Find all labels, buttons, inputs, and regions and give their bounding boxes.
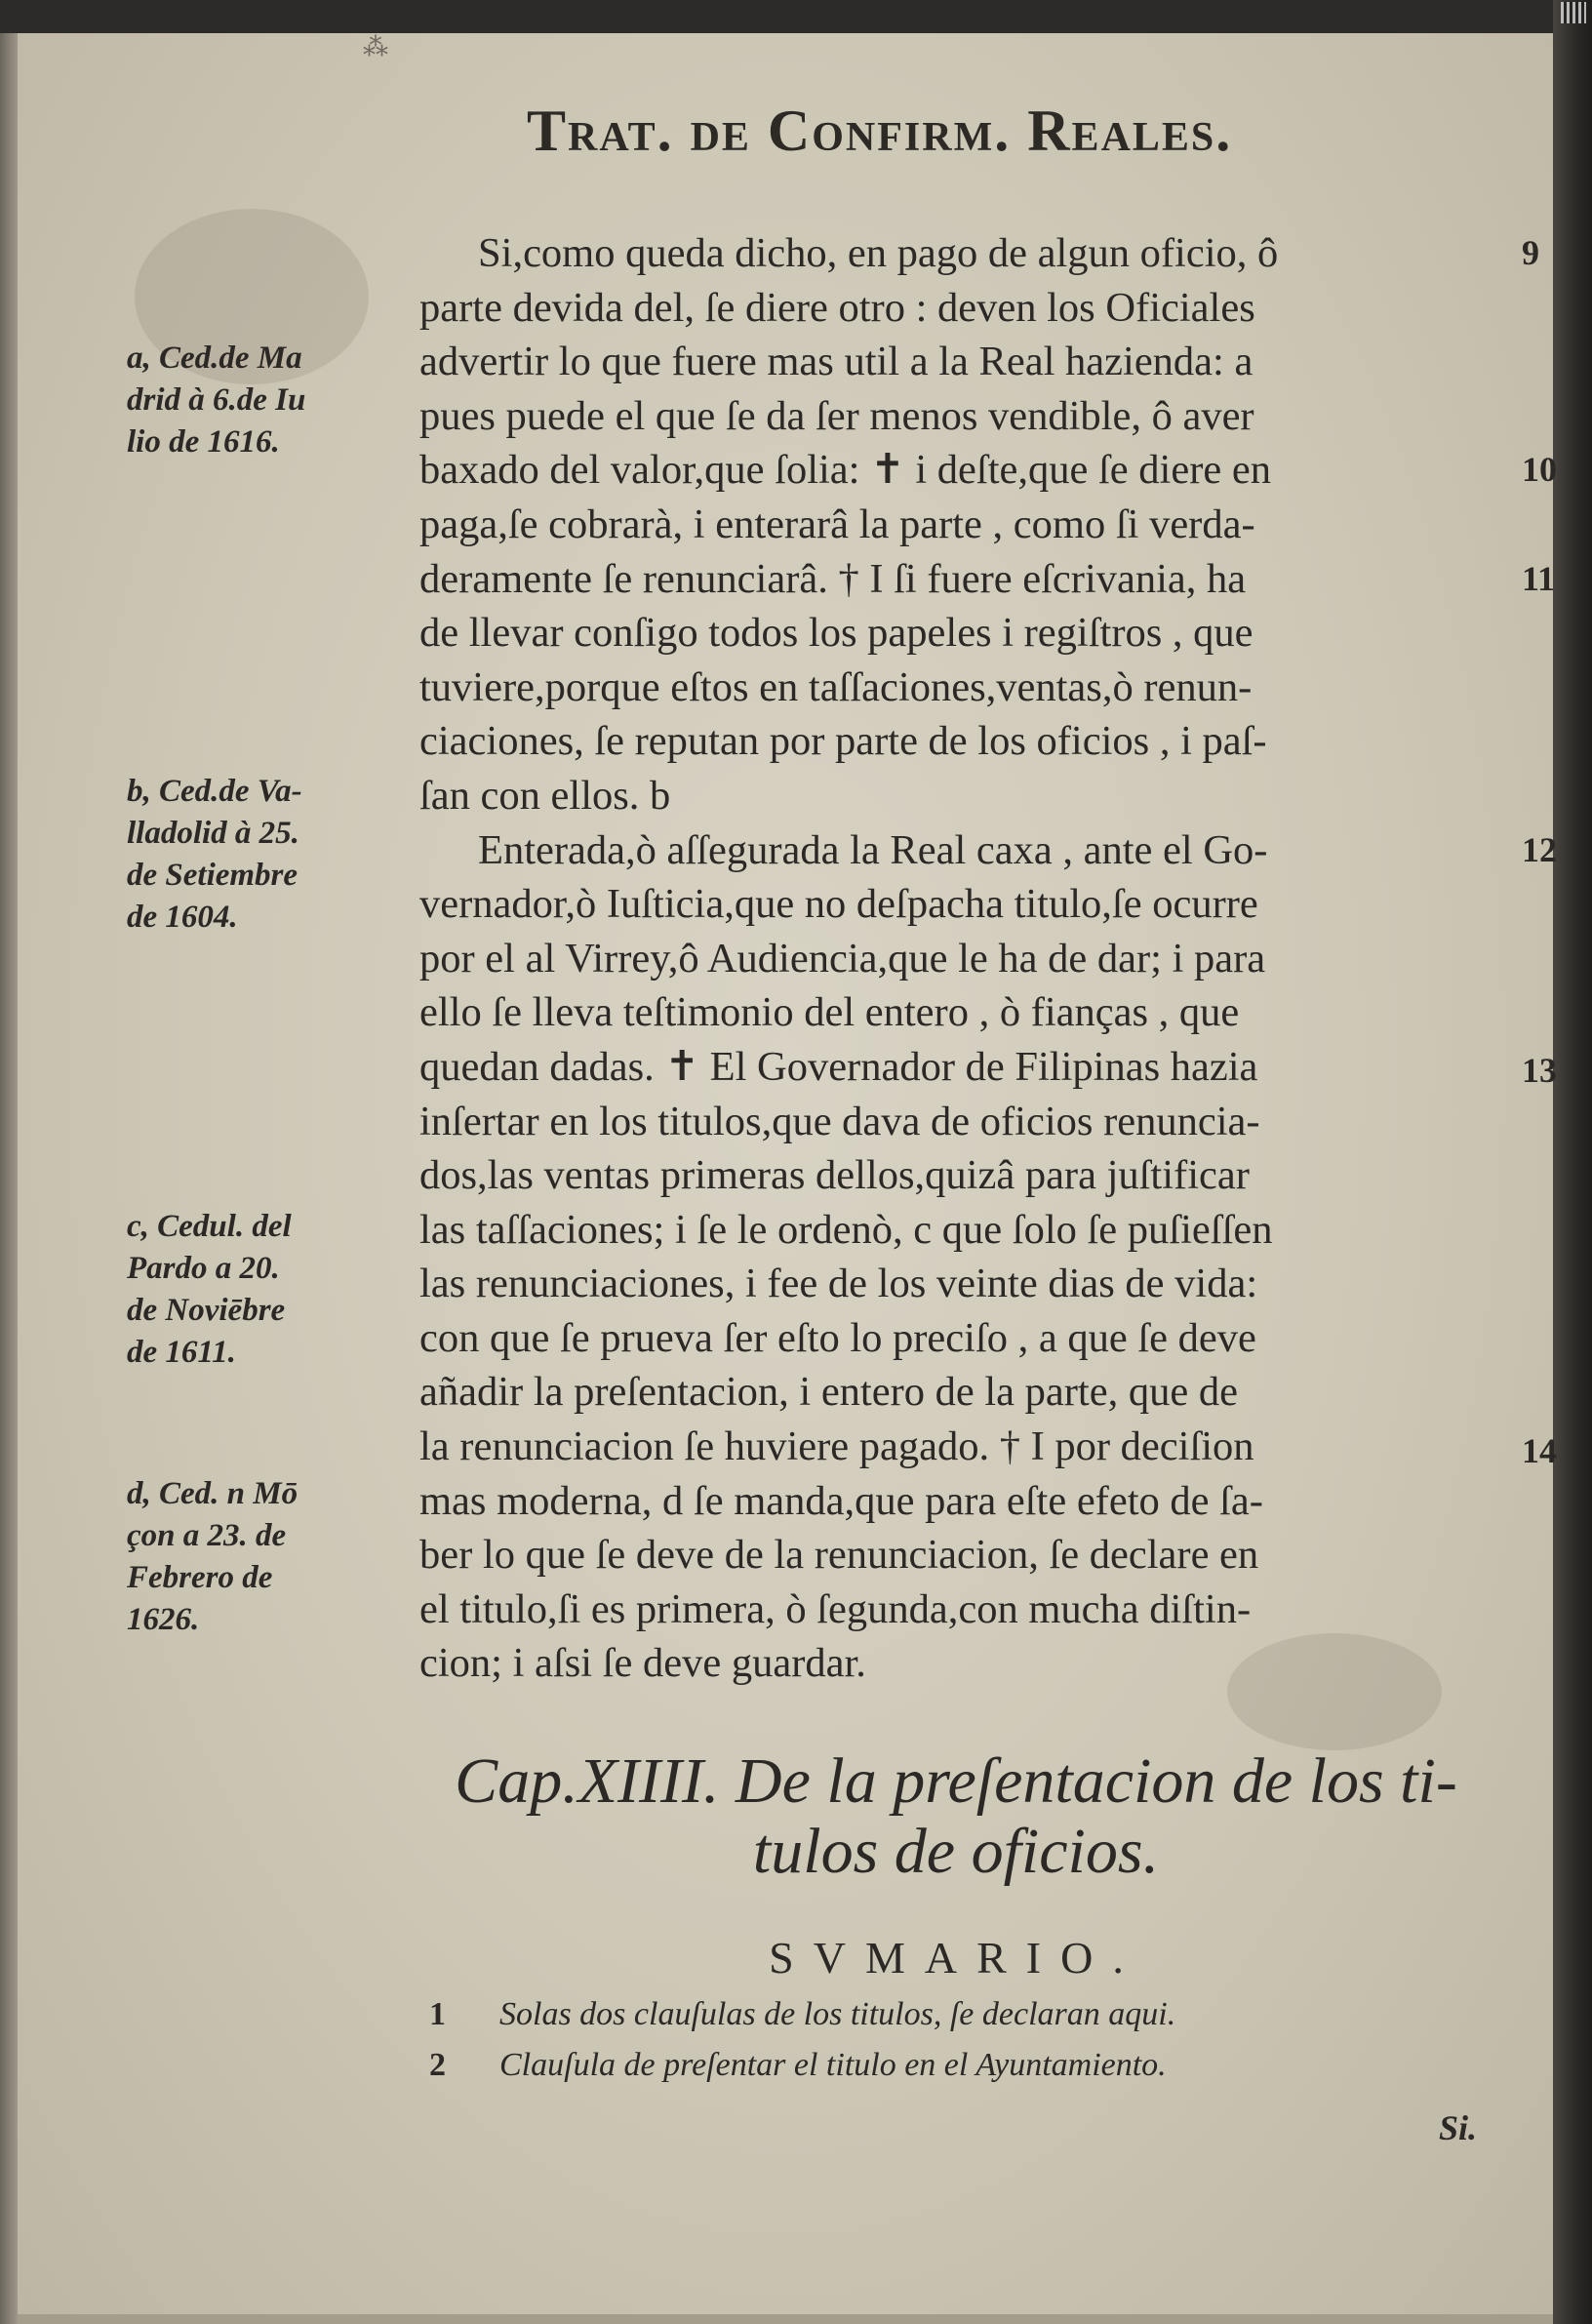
summary-item	[429, 2047, 1502, 2084]
line-number: 14	[1522, 1431, 1557, 1470]
marginal-note-line: de Noviēbre	[127, 1293, 286, 1328]
text-line: Si,como queda dicho, en pago de algun oficio, ô	[478, 230, 1279, 276]
chapter-title-line: tulos de oficios.	[752, 1816, 1160, 1887]
marginal-note-line: drid à 6.de Iu	[127, 382, 306, 418]
marginal-note-d	[127, 1473, 410, 1641]
scan-right-border	[1553, 0, 1592, 2324]
marginal-note-line: de 1611.	[127, 1335, 236, 1370]
text-line: deramente ſe renunciarâ. † I ſi fuere eſcrivania, ha	[419, 555, 1247, 602]
marginal-note-line: de 1604.	[127, 900, 238, 935]
chapter-title-line: Cap.XIIII. De la preſentacion de los ti-	[455, 1745, 1457, 1817]
summary-item-text: Solas dos clauſulas de los titulos, ſe declaran aqui.	[499, 1996, 1176, 2032]
text-line: mas moderna, d ſe manda,que para eſte efeto de ſa-	[419, 1477, 1263, 1524]
marginal-note-line: Febrero de	[127, 1560, 273, 1595]
text-line: vernador,ò Iuſticia,que no deſpacha titulo,ſe ocurre	[419, 881, 1258, 928]
marginal-note-a	[127, 338, 410, 463]
text-line: ſan con ellos. b	[419, 772, 671, 819]
line-number: 11	[1522, 559, 1556, 598]
text-line: las taſſaciones; i ſe le ordenò, c que ſolo ſe puſieſſen	[419, 1206, 1273, 1253]
text-line: parte devida del, ſe diere otro : deven los Oficiales	[419, 284, 1255, 331]
text-line: añadir la preſentacion, i entero de la parte, que de	[419, 1369, 1238, 1416]
text-line: ciaciones, ſe reputan por parte de los oficios , i paſ-	[419, 718, 1267, 765]
text-line: de llevar conſigo todos los papeles i regiſtros , que	[419, 610, 1254, 657]
line-number: 9	[1522, 233, 1539, 272]
line-number: 13	[1522, 1051, 1557, 1090]
catchword: Si.	[1439, 2108, 1478, 2147]
text-line: paga,ſe cobrarà, i enterarâ la parte , como ſi verda-	[419, 501, 1255, 547]
text-line: la renunciacion ſe huviere pagado. † I por deciſion	[419, 1423, 1254, 1470]
marginal-note-line: çon a 23. de	[127, 1518, 287, 1553]
summary-item-text: Clauſula de preſentar el titulo en el Ayuntamiento.	[499, 2047, 1167, 2083]
marginal-note-line: c, Cedul. del	[127, 1209, 292, 1244]
marginal-note-line: b, Ced.de Va-	[127, 774, 302, 809]
text-line: pues puede el que ſe da ſer menos vendible, ô aver	[419, 392, 1254, 439]
line-number: 12	[1522, 830, 1557, 869]
text-line: dos,las ventas primeras dellos,quizâ para juſtificar	[419, 1152, 1250, 1199]
ruler-marks	[1561, 2, 1586, 23]
summary-item	[429, 1996, 1502, 2033]
text-line: ello ſe lleva teſtimonio del entero , ò fianças , que	[419, 989, 1240, 1036]
marginal-note-c	[127, 1206, 410, 1374]
text-line: advertir lo que fuere mas util a la Real hazienda: a	[419, 339, 1254, 385]
summary-item-number: 1	[429, 1996, 446, 2032]
marginal-note-line: lio de 1616.	[127, 424, 280, 460]
marginal-note-line: a, Ced.de Ma	[127, 341, 302, 376]
text-line: baxado del valor,que ſolia: ✝ i deſte,que ſe diere en	[419, 447, 1271, 494]
marginal-note-line: Pardo a 20.	[127, 1251, 280, 1286]
text-line: por el al Virrey,ô Audiencia,que le ha de dar; i para	[419, 935, 1266, 982]
marginal-note-line: de Setiembre	[127, 858, 298, 893]
main-text	[419, 226, 1497, 1691]
running-head: Trat. de Confirm. Reales.	[527, 99, 1233, 163]
printer-ornament: ⁂	[363, 33, 388, 61]
text-line: quedan dadas. ✝ El Governador de Filipinas hazia	[419, 1043, 1258, 1090]
scan-top-border	[0, 0, 1592, 33]
text-line: tuviere,porque eſtos en taſſaciones,ventas,ò renun-	[419, 663, 1253, 710]
text-line: ber lo que ſe deve de la renunciacion, ſe declare en	[419, 1532, 1259, 1579]
text-line: con que ſe prueva ſer eſto lo preciſo , a que ſe deve	[419, 1314, 1256, 1361]
text-line: el titulo,ſi es primera, ò ſegunda,con mucha diſtin-	[419, 1585, 1252, 1632]
line-number: 10	[1522, 450, 1557, 489]
page-left-edge	[0, 0, 18, 2324]
chapter-title	[429, 1746, 1483, 1887]
text-line: Enterada,ò aſſegurada la Real caxa , ante el Go-	[478, 826, 1268, 873]
marginal-note-b	[127, 771, 410, 939]
summary-item-number: 2	[429, 2047, 446, 2083]
marginal-note-line: lladolid à 25.	[127, 816, 299, 851]
marginal-note-line: 1626.	[127, 1602, 200, 1637]
text-line: inſertar en los titulos,que dava de oficios renuncia-	[419, 1098, 1260, 1144]
text-line: las renunciaciones, i fee de los veinte dias de vida:	[419, 1261, 1258, 1307]
marginal-note-line: d, Ced. n Mō	[127, 1476, 298, 1511]
text-line: cion; i aſsi ſe deve guardar.	[419, 1640, 866, 1687]
summary-heading: SVMARIO.	[769, 1933, 1143, 1983]
